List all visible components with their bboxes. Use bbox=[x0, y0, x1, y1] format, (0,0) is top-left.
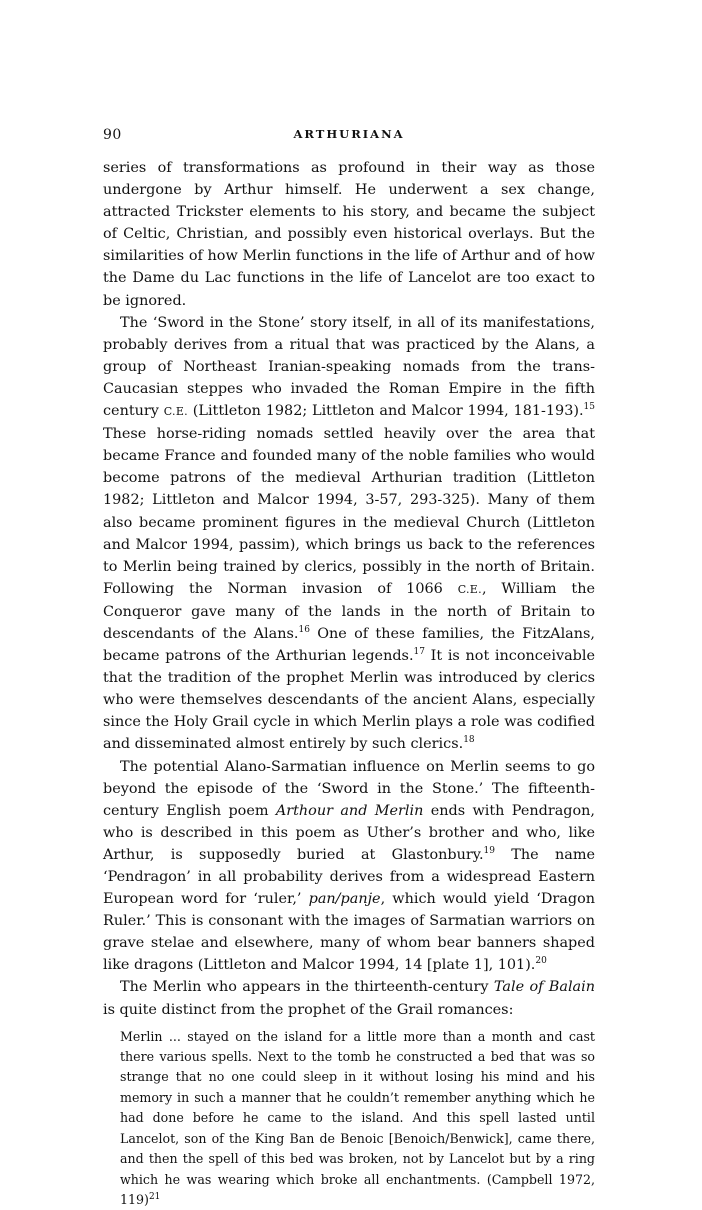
work-title: Arthour and Merlin bbox=[275, 802, 424, 819]
running-head: ARTHURIANA bbox=[293, 127, 405, 141]
era-abbreviation: C.E. bbox=[163, 405, 188, 419]
footnote-ref: 19 bbox=[483, 846, 495, 857]
paragraph-2: The ‘Sword in the Stone’ story itself, in all of its manifestations, probably derives from a ritual that was practiced by the Alans, a group of Northeast Iranian-speaking nomads from the trans-Caucasian steppes who invaded the Roman Empire in the fifth century C.E. (Littleton 1982; Littleton and Malcor 1994, 181-193).$^{15}$ These horse-riding nomads settled heavily over the area that became France and founded many of the noble families who would become patrons of the medieval Arthurian tradition (Littleton 1982; Littleton and Malcor 1994, 3-57, 293-325). Many of them also became prominent figures in the medieval Church (Littleton and Malcor 1994, passim), which brings us back to the references to Merlin being trained by clerics, possibly in the north of Britain. Following the Norman invasion of 1066 C.E., William the Conqueror gave many of the lands in the north of Britain to descendants of the Alans.$^{16}$ One of these families, the FitzAlans, became patrons of the Arthurian legends.$^{17}$ It is not inconceivable that the tradition of the prophet Merlin was introduced by clerics who were themselves descendants of the ancient Alans, especially since the Holy Grail cycle in which Merlin plays a role was codified and disseminated almost entirely by such clerics.$^{18}$ bbox=[103, 314, 595, 753]
foreign-term: pan/panje bbox=[308, 891, 381, 908]
paragraph-1: series of transformations as profound in their way as those undergone by Arthur himself. He underwent a sex change, attracted Trickster elements to his story, and became the subject of Celtic, Christian, and possibly even historical overlays. But the similarities of how Merlin functions in the life of Arthur and of how the Dame du Lac functions in the life of Lancelot are too exact to be ignored. bbox=[103, 160, 595, 309]
paragraph-4: The Merlin who appears in the thirteenth-century Tale of Balain is quite distinct from the prophet of the Grail romances: bbox=[103, 979, 595, 1018]
block-quote: Merlin ... stayed on the island for a little more than a month and cast there various spells. Next to the tomb he constructed a bed that was so strange that no one could sleep in it without losing his mind and his memory in such a manner that he couldn’t remember anything which he had done before he came to the island. And this spell lasted until Lancelot, son of the King Ban de Benoic [Benoich/Benwick], came there, and then the spell of this bed was broken, not by Lancelot but by a ring which he was wearing which broke all enchantments. (Campbell 1972, 119)$^{21}$ bbox=[120, 1028, 595, 1207]
page-header bbox=[103, 127, 595, 147]
footnote-ref: 15 bbox=[583, 402, 595, 413]
paragraph-3: The potential Alano-Sarmatian influence on Merlin seems to go beyond the episode of the ‘Sword in the Stone.’ The fifteenth-century English poem Arthour and Merlin ends with Pendragon, who is described in this poem as Uther’s brother and who, like Arthur, is supposedly buried at Glastonbury.$^{19}$ The name ‘Pendragon’ in all probability derives from a widespread Eastern European word for ‘ruler,’ pan/panje, which would yield ‘Dragon Ruler.’ This is consonant with the images of Sarmatian warriors on grave stelae and elsewhere, many of whom bear banners shaped like dragons (Littleton and Malcor 1994, 14 [plate 1], 101).$^{20}$ bbox=[103, 758, 596, 974]
footnote-ref: 20 bbox=[535, 956, 547, 967]
page-number: 90 bbox=[103, 127, 122, 143]
work-title: Tale of Balain bbox=[493, 979, 595, 996]
footnote-ref: 17 bbox=[413, 647, 425, 658]
footnote-ref: 21 bbox=[148, 1191, 161, 1202]
footnote-ref: 16 bbox=[298, 625, 310, 636]
body-text bbox=[103, 157, 595, 1210]
era-abbreviation: C.E. bbox=[457, 582, 482, 596]
footnote-ref: 18 bbox=[463, 735, 475, 746]
